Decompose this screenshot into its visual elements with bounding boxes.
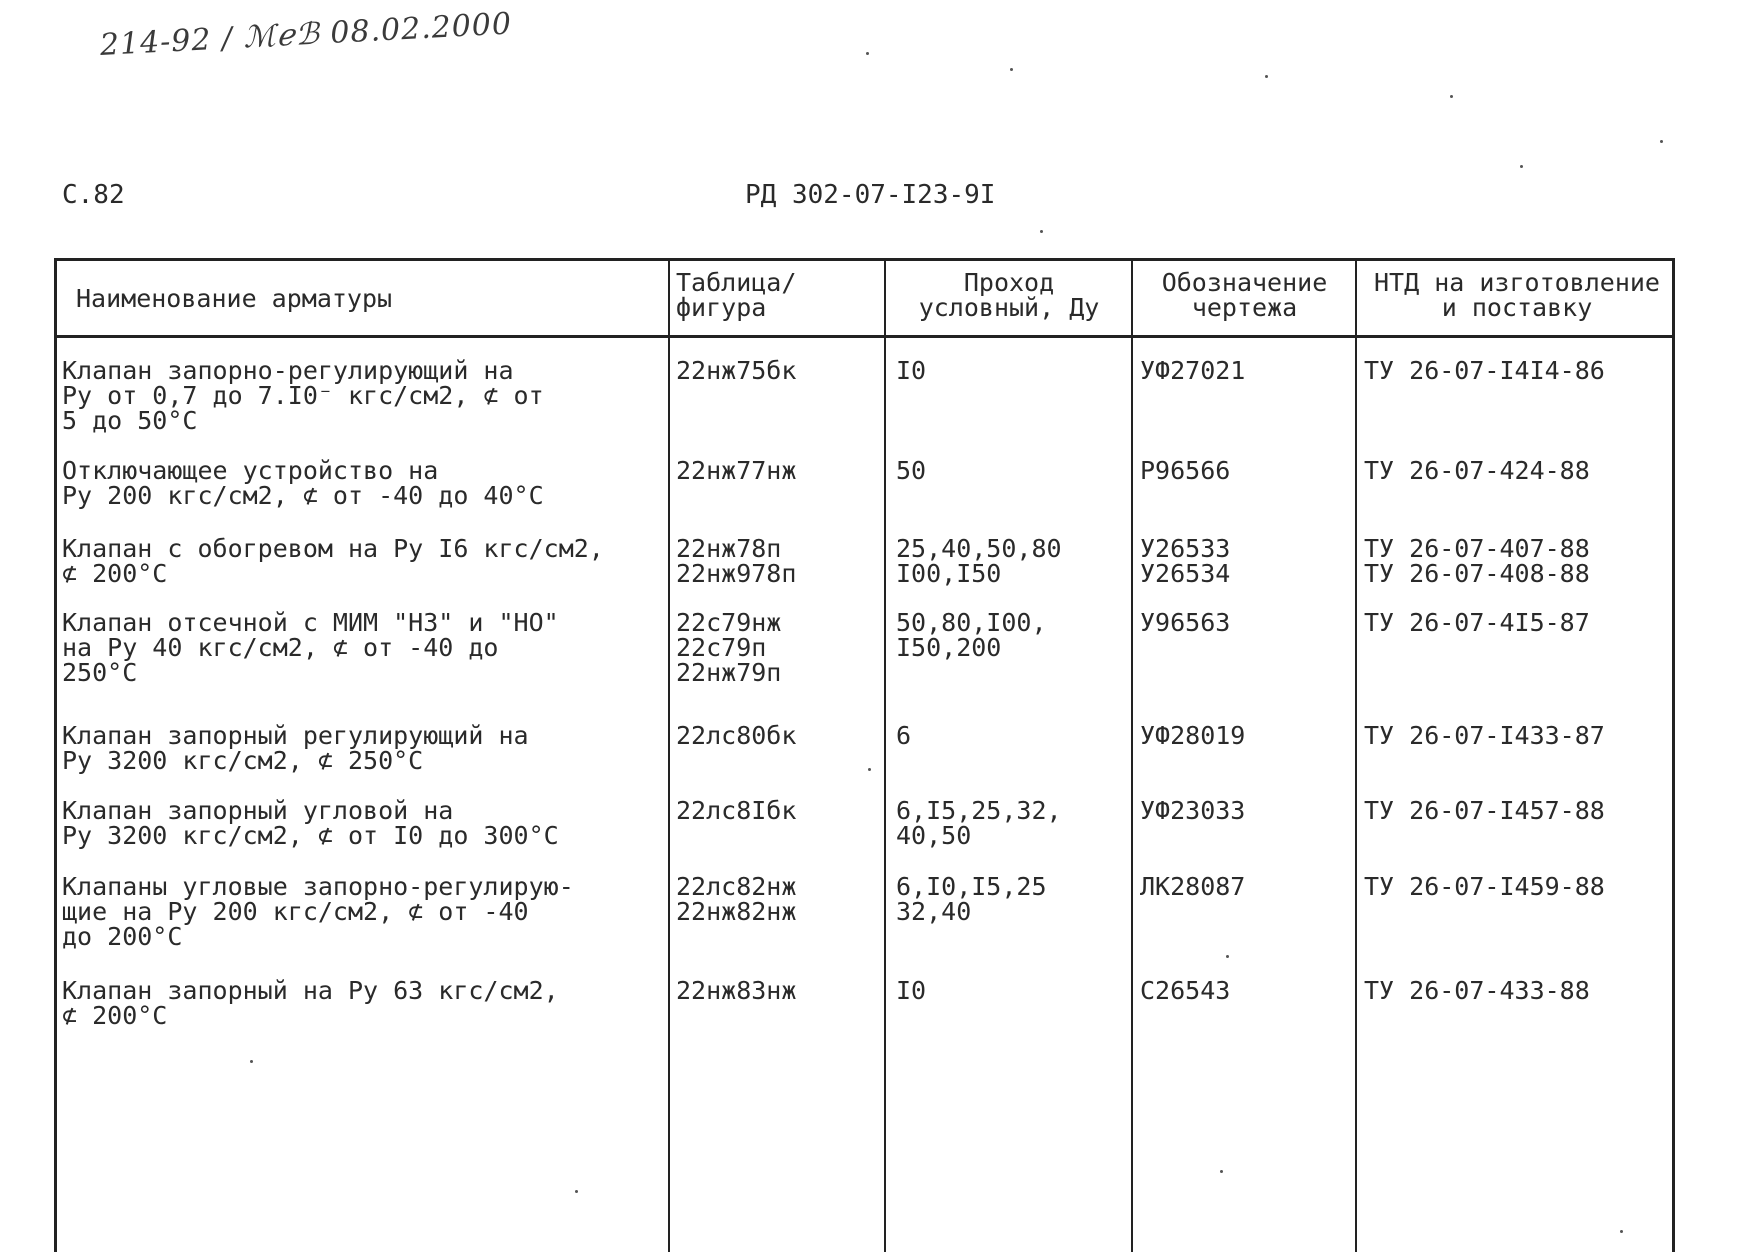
column-divider-3 [1131, 258, 1133, 1252]
row-6-drawing: УФ23033 [1140, 796, 1246, 825]
scan-speck [575, 1190, 578, 1193]
row-7-ntd: ТУ 26-07-I459-88 [1364, 872, 1605, 901]
header-dn: Проход условный, Ду [918, 268, 1100, 322]
row-8-dn: I0 [896, 976, 927, 1005]
row-8-ntd: ТУ 26-07-433-88 [1364, 976, 1590, 1005]
row-4-figure: 22с79нж 22с79п 22нж79п [676, 608, 782, 687]
row-4-name: Клапан отсечной с МИМ "НЗ" и "НО" на Ру 40 кгс/см2, ⊄ от -40 до 250°С [62, 608, 559, 687]
scan-speck [1265, 75, 1268, 78]
row-5-dn: 6 [896, 721, 912, 750]
row-7-drawing: ЛК28087 [1140, 872, 1246, 901]
row-2-figure: 22нж77нж [676, 456, 797, 485]
header-name: Наименование арматуры [76, 284, 393, 313]
scan-speck [1040, 230, 1043, 233]
row-2-ntd: ТУ 26-07-424-88 [1364, 456, 1590, 485]
row-8-drawing: С26543 [1140, 976, 1231, 1005]
spec-table [54, 258, 1675, 1252]
row-1-figure: 22нж75бк [676, 356, 797, 385]
row-1-name: Клапан запорно-регулирующий на Ру от 0,7 до 7.I0⁻ кгс/см2, ⊄ от 5 до 50°С [62, 356, 544, 435]
header-bottom-border [54, 335, 1675, 338]
document-code: РД 302-07-I23-9I [745, 180, 996, 210]
row-3-drawing: У26533 У26534 [1140, 534, 1231, 588]
row-1-dn: I0 [896, 356, 927, 385]
table-right-border [1672, 258, 1675, 1252]
scan-speck [1010, 68, 1013, 71]
scan-speck [1226, 955, 1229, 958]
row-3-dn: 25,40,50,80 I00,I50 [896, 534, 1062, 588]
row-7-dn: 6,I0,I5,25 32,40 [896, 872, 1047, 926]
scan-speck [1660, 140, 1663, 143]
row-4-ntd: ТУ 26-07-4I5-87 [1364, 608, 1590, 637]
table-left-border [54, 258, 57, 1252]
row-2-name: Отключающее устройство на Ру 200 кгс/см2, ⊄ от -40 до 40°С [62, 456, 544, 510]
row-5-drawing: УФ28019 [1140, 721, 1246, 750]
column-divider-1 [668, 258, 670, 1252]
header-ntd: НТД на изготовление и поставку [1374, 268, 1660, 322]
row-6-dn: 6,I5,25,32, 40,50 [896, 796, 1062, 850]
row-3-name: Клапан с обогревом на Ру I6 кгс/см2, ⊄ 200°С [62, 534, 604, 588]
row-2-dn: 50 [896, 456, 927, 485]
scan-speck [1620, 1230, 1623, 1233]
row-3-figure: 22нж78п 22нж978п [676, 534, 797, 588]
column-divider-4 [1355, 258, 1357, 1252]
row-1-ntd: ТУ 26-07-I4I4-86 [1364, 356, 1605, 385]
scan-speck [866, 52, 869, 55]
row-5-name: Клапан запорный регулирующий на Ру 3200 кгс/см2, ⊄ 250°С [62, 721, 529, 775]
row-7-name: Клапаны угловые запорно-регулирую- щие на Ру 200 кгс/см2, ⊄ от -40 до 200°С [62, 872, 574, 951]
scan-speck [868, 768, 871, 771]
row-6-figure: 22лс8Iбк [676, 796, 797, 825]
scan-speck [250, 1060, 253, 1063]
row-4-drawing: У96563 [1140, 608, 1231, 637]
header-figure: Таблица/ фигура [676, 268, 797, 322]
row-8-figure: 22нж83нж [676, 976, 797, 1005]
row-6-ntd: ТУ 26-07-I457-88 [1364, 796, 1605, 825]
row-8-name: Клапан запорный на Ру 63 кгс/см2, ⊄ 200°С [62, 976, 559, 1030]
scan-speck [1450, 95, 1453, 98]
table-top-border [54, 258, 1675, 261]
row-7-figure: 22лс82нж 22нж82нж [676, 872, 797, 926]
page-number: С.82 [62, 180, 125, 210]
row-4-dn: 50,80,I00, I50,200 [896, 608, 1047, 662]
row-2-drawing: Р96566 [1140, 456, 1231, 485]
header-drawing: Обозначение чертежа [1161, 268, 1328, 322]
scan-speck [1520, 165, 1523, 168]
handwritten-note: 214-92 ∕ ℳℯℬ 08.02.2000 [99, 6, 513, 63]
row-1-drawing: УФ27021 [1140, 356, 1246, 385]
scan-speck [1220, 1170, 1223, 1173]
row-3-ntd: ТУ 26-07-407-88 ТУ 26-07-408-88 [1364, 534, 1590, 588]
column-divider-2 [884, 258, 886, 1252]
row-5-ntd: ТУ 26-07-I433-87 [1364, 721, 1605, 750]
row-6-name: Клапан запорный угловой на Ру 3200 кгс/см2, ⊄ от I0 до 300°С [62, 796, 559, 850]
row-5-figure: 22лс80бк [676, 721, 797, 750]
